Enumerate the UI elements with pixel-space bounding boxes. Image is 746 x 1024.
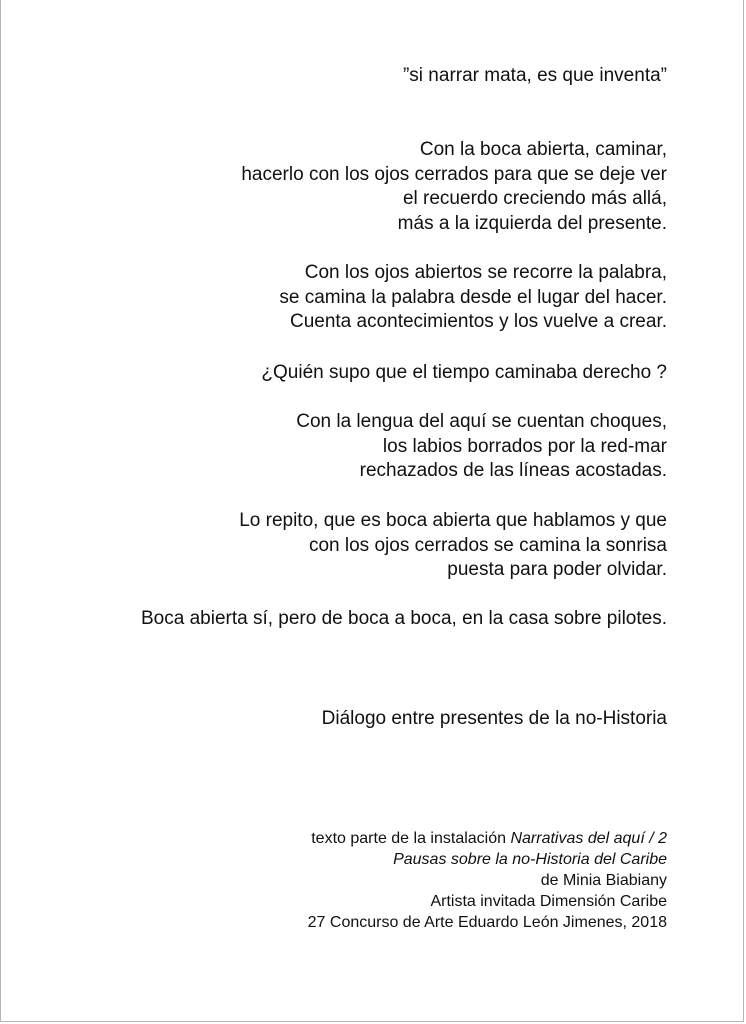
- dialogue-title: Diálogo entre presentes de la no-Historia: [321, 708, 667, 729]
- credits: [308, 828, 667, 933]
- poem-line: Cuenta acontecimientos y los vuelve a crear.: [289, 311, 667, 333]
- poem-line: hacerlo con los ojos cerrados para que se deje ver: [241, 163, 667, 185]
- poem-line: Boca abierta sí, pero de boca a boca, en la casa sobre pilotes.: [141, 608, 667, 629]
- credits-line-role: Artista invitada Dimensión Caribe: [430, 893, 667, 910]
- epigraph: ”si narrar mata, es que inventa”: [402, 65, 667, 86]
- poem-line: rechazados de las líneas acostadas.: [359, 460, 667, 482]
- poem-line: más a la izquierda del presente.: [397, 213, 667, 235]
- stanza-5: [239, 509, 667, 583]
- poem-line: con los ojos cerrados se camina la sonrisa: [308, 534, 667, 556]
- poem-line: Con la boca abierta, caminar,: [419, 139, 667, 160]
- credits-line-artist: de Minia Biabiany: [540, 872, 667, 889]
- stanza-2: [279, 261, 667, 335]
- stanza-3: [261, 361, 667, 386]
- stanza-4: [296, 410, 667, 484]
- credits-line-contest: 27 Concurso de Arte Eduardo León Jimenes, 2018: [307, 914, 667, 931]
- credits-prefix: texto parte de la instalación: [311, 830, 511, 847]
- poem-line: Lo repito, que es boca abierta que hablamos y que: [239, 510, 667, 531]
- poem-line: los labios borrados por la red-mar: [382, 435, 667, 457]
- credits-line-installation: [308, 828, 667, 849]
- poem-line: se camina la palabra desde el lugar del hacer.: [279, 286, 667, 308]
- installation-subtitle: Pausas sobre la no-Historia del Caribe: [393, 851, 667, 868]
- installation-title: Narrativas del aquí / 2: [510, 830, 667, 847]
- poem-line: el recuerdo creciendo más allá,: [402, 188, 667, 210]
- stanza-1: [241, 138, 667, 237]
- credits-line-subtitle: [308, 849, 667, 870]
- poem-line: Con la lengua del aquí se cuentan choques,: [296, 411, 667, 432]
- poem-line: Con los ojos abiertos se recorre la palabra,: [304, 262, 667, 283]
- stanza-6: [141, 607, 667, 632]
- poem-line: puesta para poder olvidar.: [447, 559, 667, 581]
- poem-line: ¿Quién supo que el tiempo caminaba derecho ?: [261, 362, 667, 383]
